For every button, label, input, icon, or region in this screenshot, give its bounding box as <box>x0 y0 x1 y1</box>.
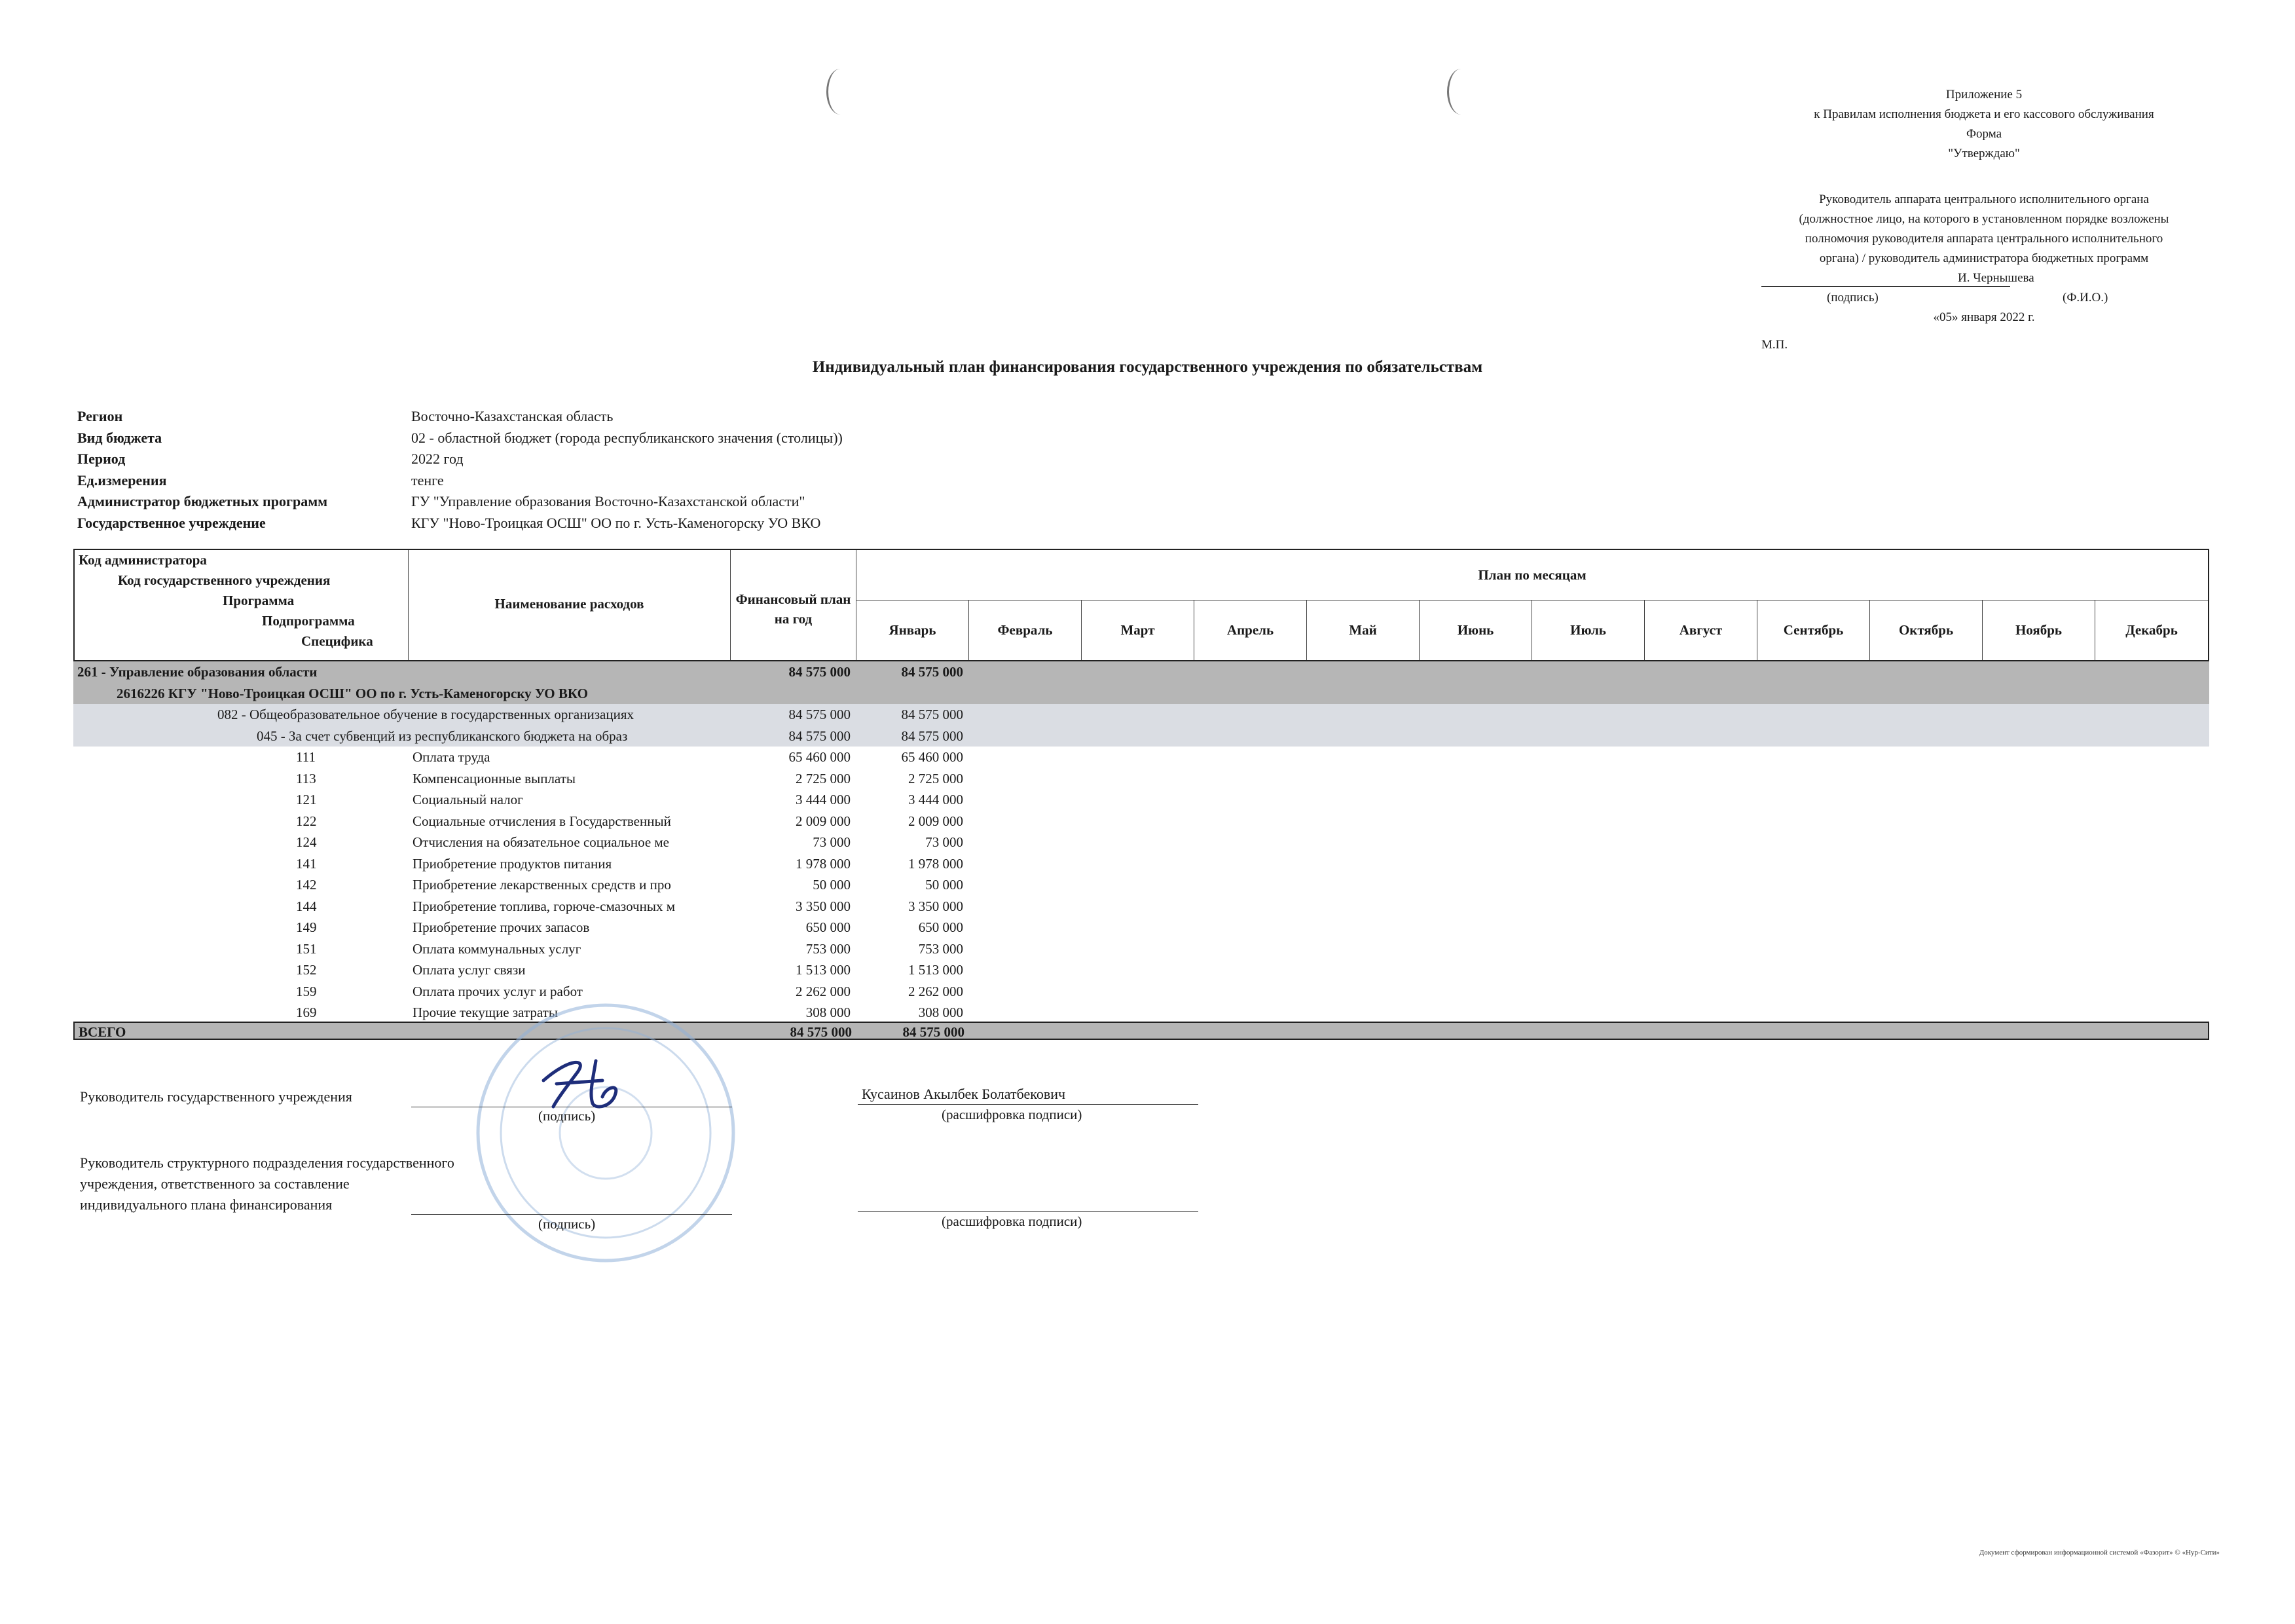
info-row-unit: Ед.измерения тенге <box>77 471 444 489</box>
official-stamp <box>452 1002 760 1264</box>
scan-mark-left <box>826 69 854 115</box>
month-feb: Февраль <box>969 600 1082 660</box>
month-aug: Август <box>1645 600 1757 660</box>
table-total-row: ВСЕГО 84 575 000 84 575 000 <box>73 1022 2209 1040</box>
struct-signature-caption: (подпись) <box>538 1216 596 1232</box>
position-line: органа) / руководитель администратора бюджетных программ <box>1819 251 2149 265</box>
table-row: 159 Оплата прочих услуг и работ 2 262 000 2 262 000 <box>296 983 963 999</box>
table-row-program: 082 - Общеобразовательное обучение в государственных организациях 84 575 000 84 575 000 <box>73 704 2209 726</box>
table-row: 124 Отчисления на обязательное социальное ме 73 000 73 000 <box>296 834 963 850</box>
plan-header: Финансовый план на год <box>731 550 856 660</box>
table-row-institution: 2616226 КГУ "Ново-Троицкая ОСШ" ОО по г. Усть-Каменогорску УО ВКО <box>73 683 2209 705</box>
fio-caption: (Ф.И.О.) <box>2063 291 2108 304</box>
approval-block <box>1742 85 2226 327</box>
info-row-period: Период 2022 год <box>77 451 464 467</box>
code-header: Код администратора Код государственного учреждения Программа Подпрограмма Специфика <box>75 550 409 660</box>
head-name: Кусаинов Акылбек Болатбекович <box>862 1086 1066 1102</box>
info-block <box>77 406 843 534</box>
month-jul: Июль <box>1532 600 1645 660</box>
table-row: 169 Прочие текущие затраты 308 000 308 000 <box>296 1005 963 1020</box>
head-signature-caption: (подпись) <box>538 1108 596 1124</box>
table-row: 141 Приобретение продуктов питания 1 978 000 1 978 000 <box>296 855 963 872</box>
handwritten-signature <box>530 1054 642 1113</box>
struct-name-line <box>858 1211 1198 1212</box>
approval-signature-line <box>1742 268 2226 288</box>
month-apr: Апрель <box>1194 600 1307 660</box>
position-line: Руководитель аппарата центрального исполнительного органа <box>1819 193 2149 206</box>
financing-table <box>73 549 2209 1038</box>
footer-note: Документ сформирован информационной системой «Фазорит» © «Нур-Сити» <box>1979 1549 2220 1557</box>
month-sep: Сентябрь <box>1757 600 1870 660</box>
table-row: 151 Оплата коммунальных услуг 753 000 753 000 <box>296 940 963 957</box>
month-dec: Декабрь <box>2125 622 2178 638</box>
approval-line: Приложение 5 <box>1945 88 2023 101</box>
table-row: 144 Приобретение топлива, горюче-смазочных м 3 350 000 3 350 000 <box>296 898 963 914</box>
month-may: Май <box>1307 600 1420 660</box>
month-mar: Март <box>1082 600 1194 660</box>
months-header: План по месяцам <box>856 550 2208 600</box>
stamp-place-label: М.П. <box>1761 338 1788 352</box>
head-label: Руководитель государственного учреждения <box>80 1088 352 1105</box>
approval-date: «05» января 2022 г. <box>1933 310 2035 324</box>
table-row: 149 Приобретение прочих запасов 650 000 650 000 <box>296 919 963 935</box>
approval-line: "Утверждаю" <box>1948 147 2020 160</box>
approval-line: к Правилам исполнения бюджета и его кассового обслуживания <box>1814 107 2154 121</box>
table-row-subprogram: 045 - За счет субвенций из республиканского бюджета на образ 84 575 000 84 575 000 <box>73 726 2209 747</box>
signature-caption: (подпись) <box>1827 291 1879 304</box>
table-row: 122 Социальные отчисления в Государственный 2 009 000 2 009 000 <box>296 813 963 829</box>
month-jan: Январь <box>856 600 969 660</box>
approver-fio: И. Чернышева <box>1958 271 2034 285</box>
table-row: 142 Приобретение лекарственных средств и про 50 000 50 000 <box>296 877 963 893</box>
table-row: 121 Социальный налог 3 444 000 3 444 000 <box>296 792 963 807</box>
table-row-admin: 261 - Управление образования области 84 575 000 84 575 000 <box>73 661 2209 683</box>
month-jun: Июнь <box>1420 600 1532 660</box>
struct-name-caption: (расшифровка подписи) <box>942 1213 1082 1229</box>
info-row-budget-type: Вид бюджета 02 - областной бюджет (города республиканского значения (столицы)) <box>77 429 843 446</box>
name-header: Наименование расходов <box>409 550 731 660</box>
head-name-line <box>858 1104 1198 1105</box>
table-row: 152 Оплата услуг связи 1 513 000 1 513 000 <box>296 962 963 978</box>
month-nov: Ноябрь <box>1983 600 2095 660</box>
position-line: (должностное лицо, на которого в установленном порядке возложены <box>1799 212 2169 226</box>
info-row-institution: Государственное учреждение КГУ "Ново-Троицкая ОСШ" ОО по г. Усть-Каменогорску УО ВКО <box>77 514 821 531</box>
struct-signature-line <box>411 1214 732 1215</box>
scan-mark-right <box>1447 69 1475 115</box>
info-row-administrator: Администратор бюджетных программ ГУ "Управление образования Восточно-Казахстанской области" <box>77 493 805 509</box>
month-oct: Октябрь <box>1870 600 1983 660</box>
page-title: Индивидуальный план финансирования государственного учреждения по обязательствам <box>812 358 1483 376</box>
table-row: 113 Компенсационные выплаты 2 725 000 2 725 000 <box>296 770 963 786</box>
info-row-region: Регион Восточно-Казахстанская область <box>77 408 614 424</box>
table-header <box>73 549 2209 661</box>
approval-line: Форма <box>1966 127 2002 141</box>
months-row <box>856 600 2208 660</box>
table-row: 111 Оплата труда 65 460 000 65 460 000 <box>296 749 963 765</box>
position-line: полномочия руководителя аппарата центрального исполнительного <box>1805 232 2163 246</box>
head-name-caption: (расшифровка подписи) <box>942 1107 1082 1122</box>
struct-label: Руководитель структурного подразделения государственного учреждения, ответственного за составление индивидуального плана финансирования <box>80 1154 454 1213</box>
